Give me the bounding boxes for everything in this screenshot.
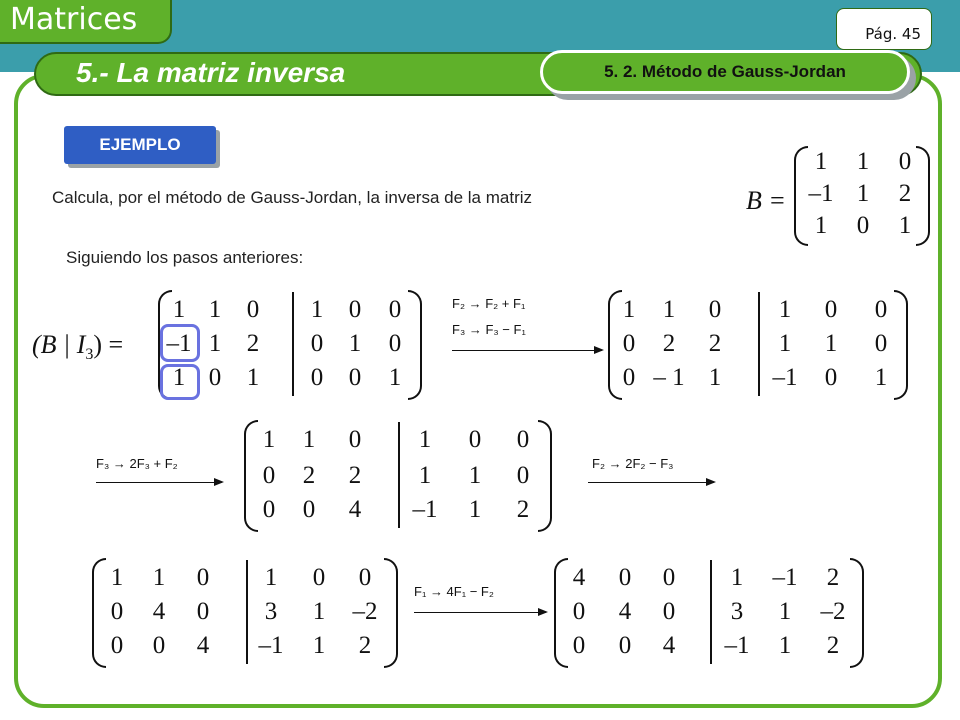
matrix-cell: 2: [348, 462, 362, 489]
matrix-cell: 0: [262, 496, 276, 523]
matrix-cell: 1: [208, 330, 222, 357]
matrix-cell: 2: [302, 462, 316, 489]
matrix-cell: 2: [826, 632, 840, 659]
matrix-cell: 2: [516, 496, 530, 523]
matrix-cell: 0: [662, 564, 676, 591]
matrix-cell: 0: [856, 212, 870, 239]
matrix-step-2: [608, 290, 908, 400]
matrix-cell: 0: [874, 296, 888, 323]
matrix-cell: 2: [358, 632, 372, 659]
matrix-cell: 2: [662, 330, 676, 357]
matrix-cell: 1: [312, 632, 326, 659]
matrix-cell: 1: [388, 364, 402, 391]
matrix-cell: 4: [348, 496, 362, 523]
matrix-cell: 0: [262, 462, 276, 489]
matrix-cell: 0: [348, 296, 362, 323]
arrow-1: [452, 350, 602, 351]
matrix-cell: 1: [898, 212, 912, 239]
matrix-cell: 1: [824, 330, 838, 357]
matrix-cell: 0: [572, 598, 586, 625]
matrix-cell: 4: [662, 632, 676, 659]
operation-3: F₂ → 2F₂ − F₃: [592, 456, 674, 471]
matrix-cell: –1: [258, 632, 284, 659]
matrix-cell: 1: [856, 148, 870, 175]
matrix-cell: 0: [468, 426, 482, 453]
matrix-cell: –1: [808, 180, 834, 207]
matrix-cell: –1: [772, 564, 798, 591]
prompt-text: Calcula, por el método de Gauss-Jordan, la inversa de la matriz: [52, 188, 533, 207]
subsection-title: 5. 2. Método de Gauss-Jordan: [540, 50, 910, 94]
matrix-cell: 0: [196, 598, 210, 625]
matrix-cell: 1: [418, 462, 432, 489]
matrix-cell: 1: [708, 364, 722, 391]
matrix-cell: 0: [516, 426, 530, 453]
matrix-cell: 0: [152, 632, 166, 659]
arrow-4: [414, 612, 546, 613]
page-number: Pág. 45: [836, 8, 932, 50]
matrix-cell: 1: [778, 296, 792, 323]
matrix-cell: –2: [820, 598, 846, 625]
matrix-cell: 0: [196, 564, 210, 591]
matrix-cell: 0: [110, 632, 124, 659]
matrix-cell: 1: [310, 296, 324, 323]
example-badge: EJEMPLO: [64, 126, 216, 164]
matrix-cell: 1: [468, 496, 482, 523]
matrix-cell: 1: [302, 426, 316, 453]
matrix-cell: 1: [264, 564, 278, 591]
matrix-cell: 0: [208, 364, 222, 391]
matrix-cell: 1: [662, 296, 676, 323]
matrix-cell: 0: [246, 296, 260, 323]
matrix-cell: 1: [348, 330, 362, 357]
matrix-cell: 4: [618, 598, 632, 625]
matrix-cell: 1: [172, 296, 186, 323]
matrix-b: [794, 146, 930, 246]
matrix-cell: 0: [572, 632, 586, 659]
matrix-cell: 0: [898, 148, 912, 175]
matrix-cell: 0: [302, 496, 316, 523]
matrix-cell: 1: [312, 598, 326, 625]
matrix-cell: 4: [196, 632, 210, 659]
matrix-cell: 2: [826, 564, 840, 591]
matrix-cell: 1: [262, 426, 276, 453]
matrix-cell: 2: [708, 330, 722, 357]
steps-label: Siguiendo los pasos anteriores:: [66, 248, 304, 267]
matrix-cell: 0: [824, 364, 838, 391]
highlight-pivot-b: [160, 364, 200, 400]
matrix-cell: – 1: [653, 364, 685, 391]
matrix-cell: 0: [824, 296, 838, 323]
matrix-cell: 1: [110, 564, 124, 591]
matrix-cell: 0: [618, 632, 632, 659]
matrix-cell: 1: [172, 364, 186, 391]
matrix-cell: –1: [772, 364, 798, 391]
matrix-cell: 0: [622, 330, 636, 357]
operation-1b: F₃ → F₃ − F₁: [452, 322, 526, 337]
matrix-step-3: [244, 420, 552, 532]
matrix-cell: 1: [778, 632, 792, 659]
matrix-cell: 0: [516, 462, 530, 489]
matrix-cell: 0: [618, 564, 632, 591]
matrix-cell: 1: [814, 148, 828, 175]
matrix-cell: 0: [874, 330, 888, 357]
operation-4: F₁ → 4F₁ − F₂: [414, 584, 494, 599]
matrix-cell: 0: [662, 598, 676, 625]
matrix-cell: 1: [246, 364, 260, 391]
matrix-cell: 0: [388, 296, 402, 323]
arrow-3: [588, 482, 714, 483]
arrow-2: [96, 482, 222, 483]
matrix-cell: 4: [572, 564, 586, 591]
matrix-cell: 3: [730, 598, 744, 625]
matrix-cell: 0: [348, 426, 362, 453]
matrix-cell: 1: [468, 462, 482, 489]
matrix-cell: 0: [312, 564, 326, 591]
app-title: Matrices: [0, 0, 172, 44]
matrix-cell: 0: [348, 364, 362, 391]
matrix-cell: –1: [166, 330, 192, 357]
matrix-b-label: B =: [746, 186, 786, 215]
matrix-cell: 1: [874, 364, 888, 391]
matrix-cell: 1: [208, 296, 222, 323]
highlight-pivot-a: [160, 324, 200, 362]
matrix-cell: 1: [814, 212, 828, 239]
matrix-cell: 1: [152, 564, 166, 591]
matrix-cell: 4: [152, 598, 166, 625]
matrix-cell: 1: [418, 426, 432, 453]
matrix-cell: 0: [358, 564, 372, 591]
matrix-cell: 0: [310, 330, 324, 357]
matrix-step-4: [92, 558, 398, 668]
matrix-cell: 2: [898, 180, 912, 207]
matrix-cell: 1: [730, 564, 744, 591]
matrix-step-5: [554, 558, 864, 668]
matrix-cell: 1: [778, 330, 792, 357]
matrix-cell: –1: [724, 632, 750, 659]
matrix-cell: 1: [778, 598, 792, 625]
matrix-cell: 0: [310, 364, 324, 391]
matrix-cell: 0: [622, 364, 636, 391]
matrix-cell: –1: [412, 496, 438, 523]
matrix-cell: 3: [264, 598, 278, 625]
operation-2: F₃ → 2F₃ + F₂: [96, 456, 178, 471]
augmented-label: (B | $I_3$) =: [32, 330, 124, 364]
matrix-cell: 0: [110, 598, 124, 625]
matrix-cell: 1: [622, 296, 636, 323]
section-title: 5.- La matriz inversa: [76, 57, 346, 88]
matrix-cell: 2: [246, 330, 260, 357]
matrix-cell: –2: [352, 598, 378, 625]
matrix-cell: 0: [388, 330, 402, 357]
matrix-cell: 1: [856, 180, 870, 207]
operation-1a: F₂ → F₂ + F₁: [452, 296, 526, 311]
matrix-cell: 0: [708, 296, 722, 323]
